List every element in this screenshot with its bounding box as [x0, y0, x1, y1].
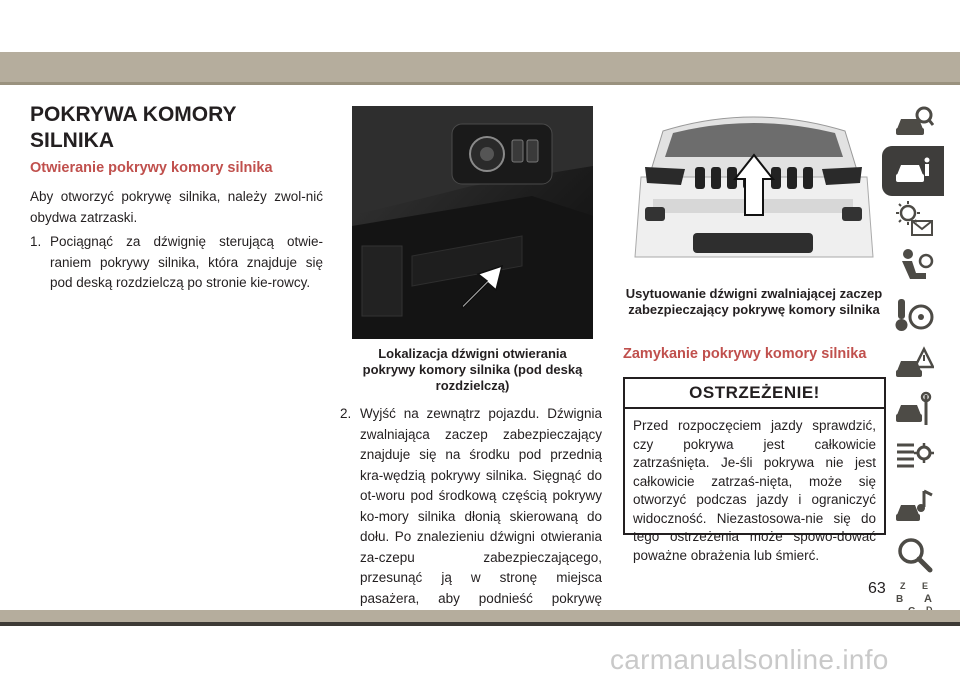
tab-safety[interactable] [886, 242, 940, 292]
tab-specifications[interactable] [886, 434, 940, 484]
car-info-icon [894, 151, 934, 191]
step-1 [30, 232, 323, 294]
index-letter: A [924, 593, 932, 605]
footer-band-line [0, 622, 960, 626]
header-band-line [0, 82, 960, 85]
tab-search[interactable] [886, 530, 940, 580]
vehicle-front-photo [623, 107, 884, 283]
watermark: carmanualsonline.info [610, 644, 889, 675]
intro-paragraph: Aby otworzyć pokrywę silnika, należy zwol-nić obydwa zatrzaski. [30, 189, 323, 225]
page-number: 63 [868, 580, 886, 597]
tab-starting-driving[interactable] [886, 290, 940, 340]
page-title [30, 102, 330, 154]
warning-lights-message-icon [894, 199, 934, 239]
figure-2-caption: Usytuowanie dźwigni zwalniającej zaczep zabezpieczający pokrywę komory silnika [625, 286, 883, 317]
key-steering-wheel-icon [894, 295, 934, 335]
page-title-line-2: SILNIKA [30, 129, 114, 152]
section-heading-closing: Zamykanie pokrywy komory silnika [623, 346, 867, 362]
tab-emergency[interactable] [886, 338, 940, 388]
tab-car-search[interactable] [886, 98, 940, 148]
warning-heading: OSTRZEŻENIE! [625, 379, 884, 409]
tab-warning-lights[interactable] [886, 194, 940, 244]
tab-multimedia[interactable] [886, 482, 940, 532]
index-letter: E [922, 581, 929, 591]
step-1-number: 1. [30, 234, 42, 249]
index-letter: B [896, 594, 904, 605]
tab-service[interactable] [886, 386, 940, 436]
page-title-line-1: POKRYWA KOMORY [30, 103, 237, 126]
multimedia-music-icon [894, 487, 934, 527]
dashboard-illustration [352, 106, 593, 339]
car-emergency-icon [894, 343, 934, 383]
vehicle-front-illustration [623, 107, 884, 283]
footer-band [0, 610, 960, 622]
step-1-text: Pociągnąć za dźwignię sterującą otwie-raniem pokrywy silnika, która znajduje się pod deską rozdzielczą po stronie kie-rowcy. [50, 234, 323, 290]
tab-car-info[interactable] [882, 146, 944, 196]
section-heading-opening: Otwieranie pokrywy komory silnika [30, 160, 273, 176]
hood-release-lever-photo [352, 106, 593, 339]
index-letter: Z [900, 581, 906, 591]
warning-box [623, 377, 886, 563]
step-2-number: 2. [340, 406, 352, 421]
car-search-icon [894, 103, 934, 143]
search-magnifier-icon [894, 535, 934, 575]
step-2 [340, 404, 602, 630]
warning-text: Przed rozpoczęciem jazdy sprawdzić, czy pokrywa jest całkowicie zatrzaśnięta. Je-śli pokrywa nie jest całkowicie zatrzaś-nięta, może się otworzyć podczas jazdy i ograniczyć widoczność. Niezastosowa-nie się do tego ostrzeżenia może spowo-dować poważne obrażenia lub śmierć. [633, 418, 876, 563]
specifications-gear-icon [894, 439, 934, 479]
car-service-wrench-icon [894, 391, 934, 431]
step-2-text: Wyjść na zewnątrz pojazdu. Dźwignia zwalniająca zaczep zabezpieczający znajduje się na środku pod przednią kra-wędzią pokrywy silnika. Sięgnąć do ot-woru pod środkową częścią pokrywy ko-mory silnika dłonią skierowaną do dołu. Po znalezieniu dźwigni otwierania za-czepu zabezpieczającego, przesunąć ją w stronę miejsca pasażera, aby podnieść pokrywę [360, 406, 602, 606]
airbag-seat-icon [894, 247, 934, 287]
header-band [0, 52, 960, 82]
figure-1-caption: Lokalizacja dźwigni otwierania pokrywy komory silnika (pod deską rozdzielczą) [362, 346, 583, 393]
